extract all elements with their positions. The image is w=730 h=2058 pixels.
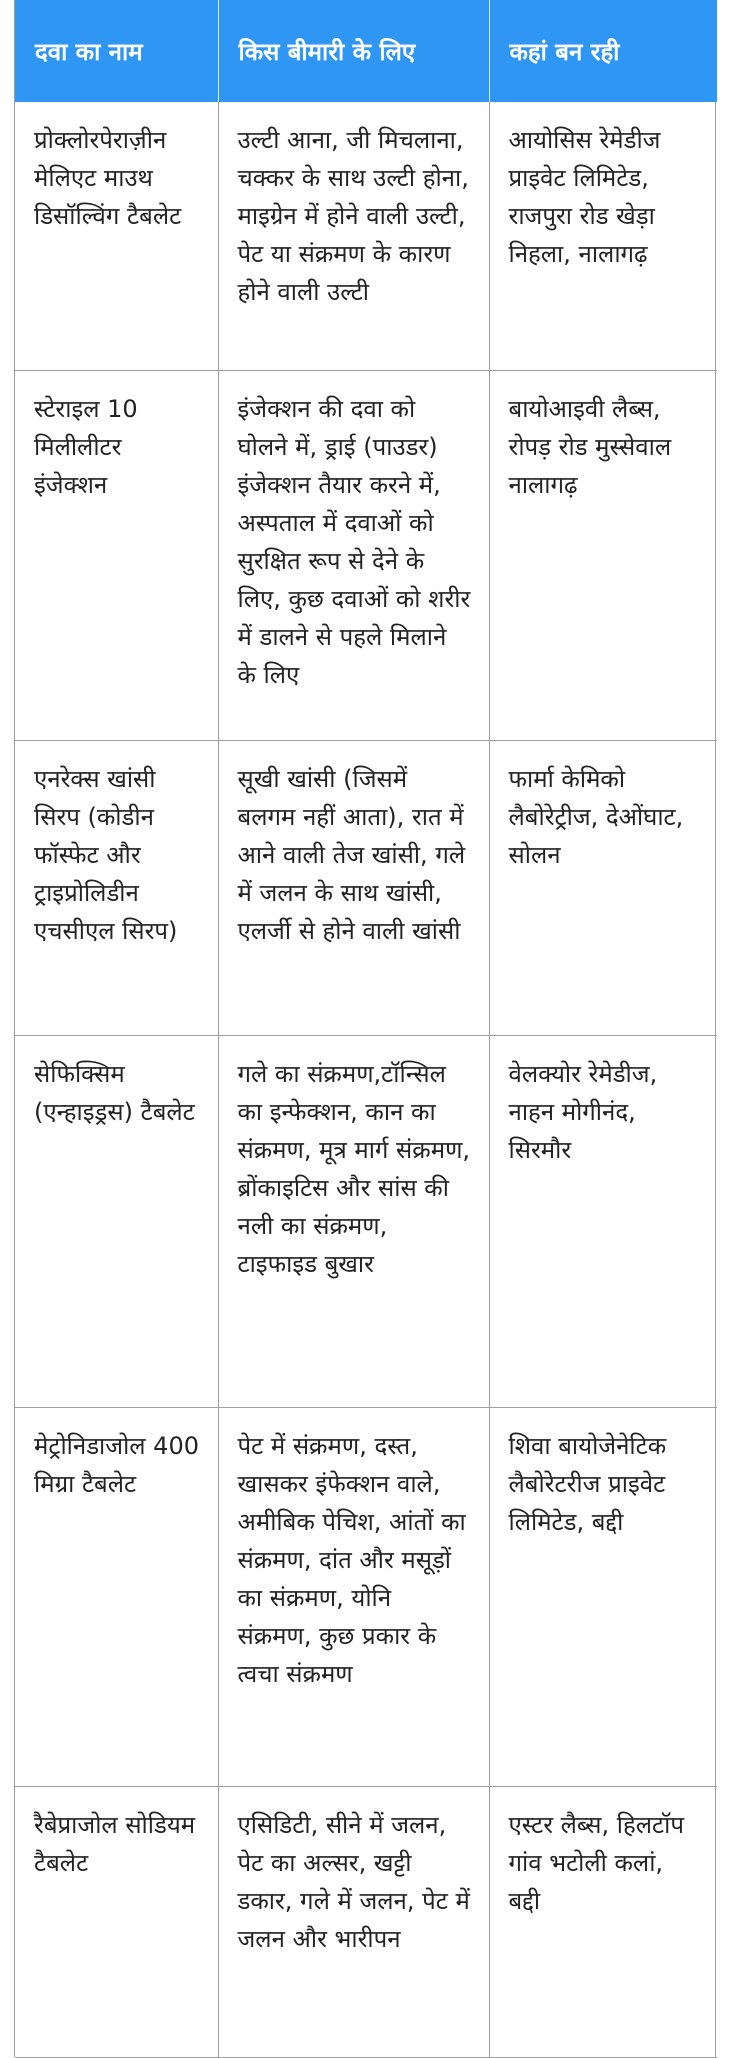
table-row xyxy=(15,1407,717,1786)
disease-cell: इंजेक्शन की दवा को घोलने में, ड्राई (पाउडर) इंजेक्शन तैयार करने में, अस्पताल में दवाओं को सुरक्षित रूप से देने के लिए, कुछ दवाओं को शरीर में डालने से पहले मिलाने के लिए xyxy=(218,370,489,740)
disease-cell: पेट में संक्रमण, दस्त, खासकर इंफेक्शन वाले, अमीबिक पेचिश, आंतों का संक्रमण, दांत और मसूड़ों का संक्रमण, योनि संक्रमण, कुछ प्रकार के त्वचा संक्रमण xyxy=(218,1407,489,1786)
header-medicine-name: दवा का नाम xyxy=(15,0,218,102)
medicine-name-cell: मेट्रोनिडाजोल 400 मिग्रा टैबलेट xyxy=(15,1407,218,1786)
table-header xyxy=(15,0,717,102)
disease-cell: एसिडिटी, सीने में जलन, पेट का अल्सर, खट्टी डकार, गले में जलन, पेट में जलन और भारीपन xyxy=(218,1786,489,2057)
medicine-name-cell: प्रोक्लोरपेराज़ीन मेलिएट माउथ डिसॉल्विंग टैबलेट xyxy=(15,102,218,370)
manufacturer-cell: फार्मा केमिको लैबोरेट्रीज, देओंघाट, सोलन xyxy=(489,740,717,1035)
manufacturer-cell: एस्टर लैब्स, हिलटॉप गांव भटोली कलां, बद्दी xyxy=(489,1786,717,2057)
medicine-name-cell: एनरेक्स खांसी सिरप (कोडीन फॉस्फेट और ट्राइप्रोलिडीन एचसीएल सिरप) xyxy=(15,740,218,1035)
disease-cell: सूखी खांसी (जिसमें बलगम नहीं आता), रात में आने वाली तेज खांसी, गले में जलन के साथ खांसी, एलर्जी से होने वाली खांसी xyxy=(218,740,489,1035)
medicine-table-container xyxy=(14,0,716,2057)
manufacturer-cell: शिवा बायोजेनेटिक लैबोरेटरीज प्राइवेट लिमिटेड, बद्दी xyxy=(489,1407,717,1786)
header-disease: किस बीमारी के लिए xyxy=(218,0,489,102)
medicine-name-cell: स्टेराइल 10 मिलीलीटर इंजेक्शन xyxy=(15,370,218,740)
table-body xyxy=(15,102,717,2057)
table-row xyxy=(15,740,717,1035)
header-row xyxy=(15,0,717,102)
manufacturer-cell: आयोसिस रेमेडीज प्राइवेट लिमिटेड, राजपुरा रोड खेड़ा निहला, नालागढ़ xyxy=(508,126,661,268)
medicine-table xyxy=(15,0,717,2058)
manufacturer-cell: बायोआइवी लैब्स, रोपड़ रोड मुस्सेवाल नालागढ़ xyxy=(489,370,717,740)
manufacturer-cell: वेलक्योर रेमेडीज, नाहन मोगीनंद, सिरमौर xyxy=(489,1035,717,1407)
table-row xyxy=(15,1035,717,1407)
disease-cell: उल्टी आना, जी मिचलाना, चक्कर के साथ उल्टी होना, माइग्रेन में होने वाली उल्टी, पेट या संक्रमण के कारण होने वाली उल्टी xyxy=(218,102,489,370)
medicine-name-cell: सेफिक्सिम (एन्हाइड्रस) टैबलेट xyxy=(15,1035,218,1407)
medicine-name-cell: रैबेप्राजोल सोडियम टैबलेट xyxy=(15,1786,218,2057)
table-row xyxy=(15,102,717,370)
table-row xyxy=(15,1786,717,2057)
table-row xyxy=(15,370,717,740)
header-manufacturing-place: कहां बन रही xyxy=(489,0,717,102)
disease-cell: गले का संक्रमण,टॉन्सिल का इन्फेक्शन, कान का संक्रमण, मूत्र मार्ग संक्रमण, ब्रोंकाइटिस और सांस की नली का संक्रमण, टाइफाइड बुखार xyxy=(218,1035,489,1407)
